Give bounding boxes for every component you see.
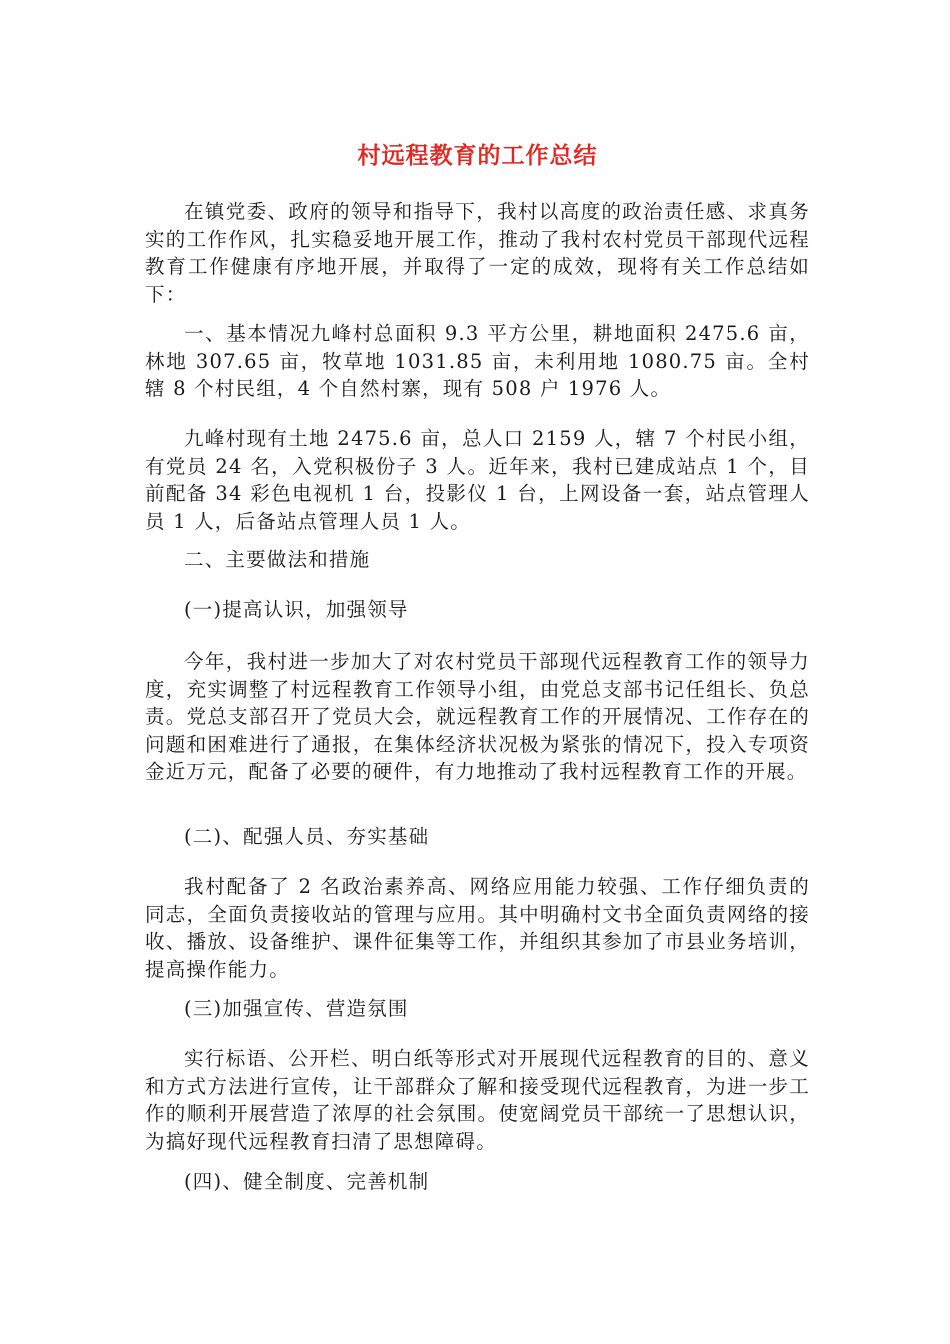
- section-heading-main-measures: 二、主要做法和措施: [184, 548, 371, 571]
- basic-info-paragraph: 一、基本情况九峰村总面积 9.3 平方公里，耕地面积 2475.6 亩，林地 307.65 亩，牧草地 1031.85 亩，未利用地 1080.75 亩。全村辖 8 个村民组，4 个自然村寨，现有 508 户 1976 人。: [145, 322, 810, 400]
- subheading-systems: (四)、健全制度、完善机制: [184, 1170, 430, 1193]
- document-title: 村远程教育的工作总结: [357, 143, 598, 169]
- subheading-leadership: (一)提高认识，加强领导: [184, 598, 409, 621]
- staffing-paragraph: 我村配备了 2 名政治素养高、网络应用能力较强、工作仔细负责的同志，全面负责接收站的管理与应用。其中明确村文书全面负责网络的接收、播放、设备维护、课件征集等工作，并组织其参加了市县业务培训，提高操作能力。: [145, 875, 810, 981]
- village-stats-paragraph: 九峰村现有土地 2475.6 亩，总人口 2159 人，辖 7 个村民小组，有党员 24 名，入党积极份子 3 人。近年来，我村已建成站点 1 个，目前配备 34 彩色电视机 1 台，投影仪 1 台，上网设备一套，站点管理人员 1 人，后备站点管理人员 1 人。: [145, 427, 810, 533]
- subheading-staffing: (二)、配强人员、夯实基础: [184, 825, 430, 848]
- intro-paragraph: 在镇党委、政府的领导和指导下，我村以高度的政治责任感、求真务实的工作作风，扎实稳妥地开展工作，推动了我村农村党员干部现代远程教育工作健康有序地开展，并取得了一定的成效，现将有关工作总结如下：: [145, 200, 810, 306]
- subheading-publicity: (三)加强宣传、营造氛围: [184, 997, 409, 1020]
- publicity-paragraph: 实行标语、公开栏、明白纸等形式对开展现代远程教育的目的、意义和方式方法进行宣传，让干部群众了解和接受现代远程教育，为进一步工作的顺利开展营造了浓厚的社会氛围。使宽阔党员干部统一了思想认识，为搞好现代远程教育扫清了思想障碍。: [145, 1047, 810, 1153]
- leadership-paragraph: 今年，我村进一步加大了对农村党员干部现代远程教育工作的领导力度，充实调整了村远程教育工作领导小组，由党总支部书记任组长、负总责。党总支部召开了党员大会，就远程教育工作的开展情况、工作存在的问题和困难进行了通报，在集体经济状况极为紧张的情况下，投入专项资金近万元，配备了必要的硬件，有力地推动了我村远程教育工作的开展。: [145, 650, 810, 783]
